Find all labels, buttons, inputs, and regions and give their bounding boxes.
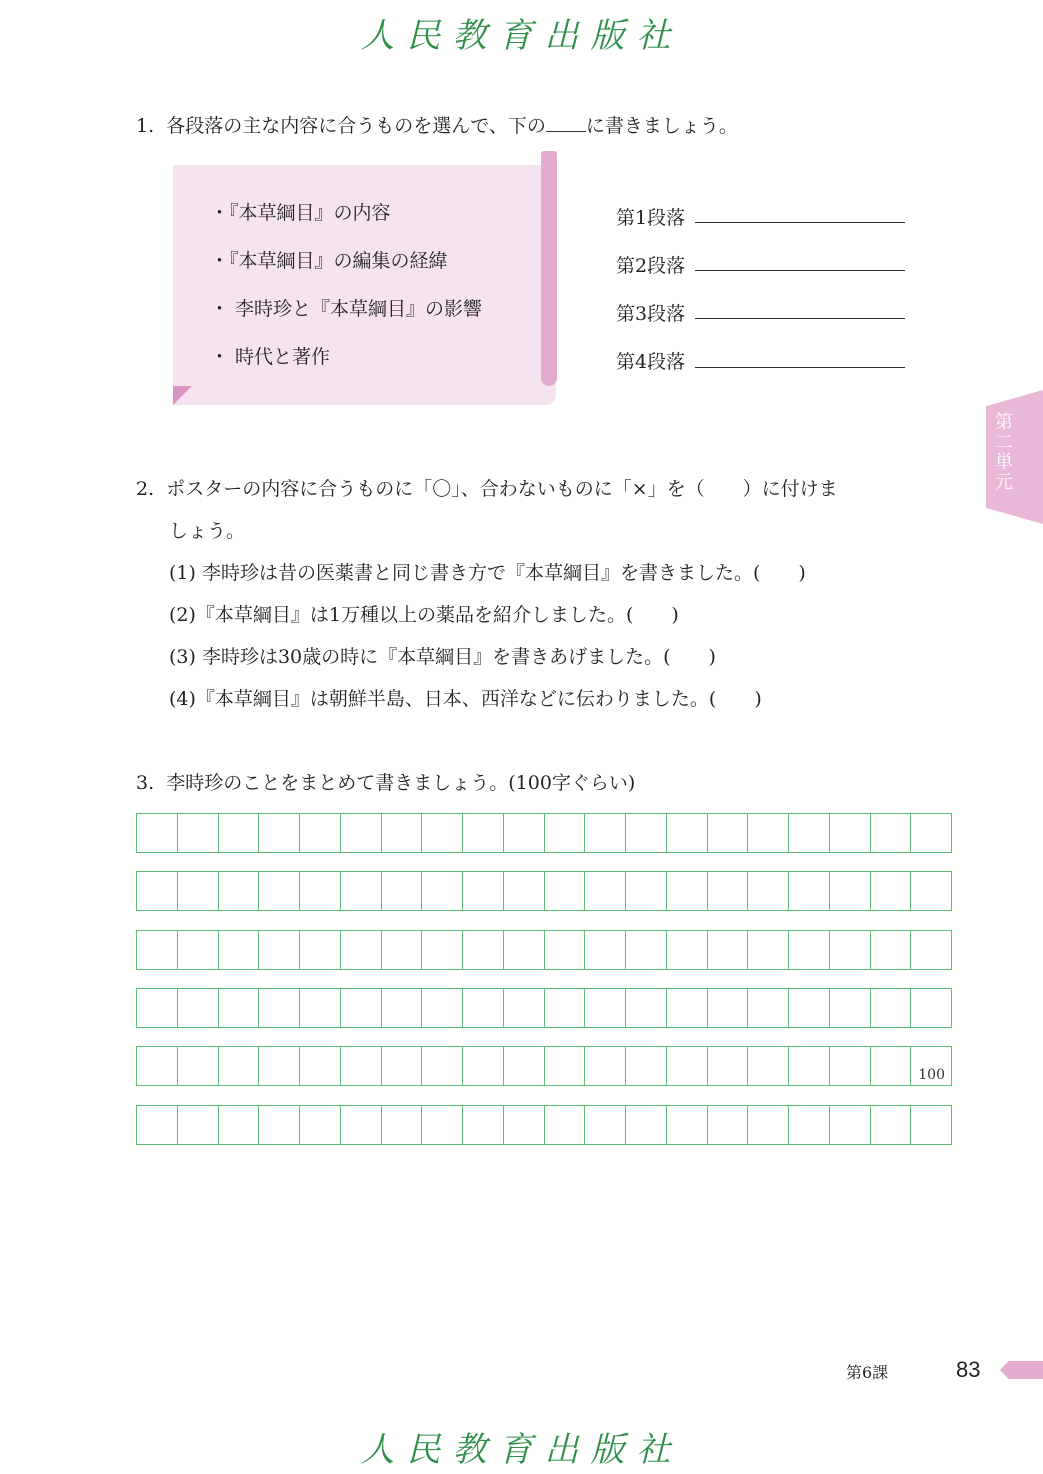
grid-cell[interactable] [626,1106,667,1144]
grid-row [136,1046,952,1086]
grid-cell[interactable] [382,931,423,969]
grid-cell[interactable] [463,1047,504,1085]
grid-cell[interactable] [504,872,545,910]
grid-cell[interactable] [871,989,912,1027]
character-count-marker: 100 [918,1067,945,1083]
question-2-number: 2. [136,478,155,500]
grid-cell[interactable] [300,931,341,969]
grid-cell[interactable] [871,1047,912,1085]
question-3 [136,774,635,793]
question-2-item: (1) 李時珍は昔の医薬書と同じ書き方で『本草綱目』を書きました。( ) [169,562,806,584]
grid-cell[interactable] [585,931,626,969]
grid-cell[interactable] [585,989,626,1027]
question-2-item: (2)『本草綱目』は1万種以上の薬品を紹介しました。( ) [169,604,679,626]
paragraph-3-answer-line[interactable] [695,318,905,319]
grid-cell[interactable] [422,814,463,852]
grid-cell[interactable] [137,1047,178,1085]
option-item: ・『本草綱目』の編集の経緯 [210,250,448,272]
paragraph-3-label: 第3段落 [616,303,686,325]
grid-cell[interactable] [830,931,871,969]
inline-blank [546,115,586,132]
grid-cell[interactable] [259,872,300,910]
grid-cell[interactable] [667,1047,708,1085]
grid-cell[interactable] [137,872,178,910]
grid-cell[interactable] [545,1047,586,1085]
grid-cell[interactable] [259,1106,300,1144]
grid-cell[interactable] [382,1047,423,1085]
grid-cell[interactable] [748,814,789,852]
question-1-text-after: に書きましょう。 [585,115,738,137]
grid-cell[interactable] [545,872,586,910]
grid-row [136,813,952,853]
grid-cell[interactable] [178,1047,219,1085]
publisher-logo-header: 人民教育出版社 [360,16,683,56]
grid-cell[interactable] [748,931,789,969]
grid-cell[interactable] [341,1106,382,1144]
grid-cell[interactable] [871,872,912,910]
grid-cell[interactable] [789,872,830,910]
grid-cell[interactable] [422,989,463,1027]
grid-cell[interactable] [300,989,341,1027]
option-item: ・『本草綱目』の内容 [210,202,391,224]
grid-cell[interactable] [748,1047,789,1085]
option-item: ・ 時代と著作 [210,346,331,368]
grid-cell[interactable] [422,872,463,910]
grid-cell[interactable] [626,989,667,1027]
grid-cell[interactable] [463,814,504,852]
grid-cell[interactable] [789,931,830,969]
grid-cell[interactable] [585,814,626,852]
grid-cell[interactable] [830,1106,871,1144]
grid-cell[interactable] [748,989,789,1027]
grid-cell[interactable] [137,814,178,852]
question-2-text-line1: ポスターの内容に合うものに「〇」、合わないものに「×」を（ ）に付けま [166,478,838,500]
grid-cell[interactable] [219,814,260,852]
grid-cell[interactable] [504,931,545,969]
grid-cell[interactable] [259,814,300,852]
grid-cell[interactable] [748,1106,789,1144]
grid-cell[interactable] [708,872,749,910]
grid-cell[interactable] [830,814,871,852]
grid-cell[interactable] [300,872,341,910]
grid-cell[interactable] [830,872,871,910]
grid-cell[interactable] [585,872,626,910]
page-tab-marker [1000,1361,1043,1379]
question-3-text: 李時珍のことをまとめて書きましょう。(100字ぐらい) [166,772,636,794]
options-box-corner [173,386,192,405]
grid-cell[interactable] [178,814,219,852]
grid-cell[interactable] [545,931,586,969]
grid-cell[interactable] [708,1047,749,1085]
grid-row [136,871,952,911]
grid-cell[interactable] [708,931,749,969]
grid-cell[interactable] [871,1106,912,1144]
lesson-label: 第6課 [846,1363,889,1382]
grid-cell[interactable] [667,814,708,852]
grid-row [136,930,952,970]
grid-cell[interactable] [382,814,423,852]
question-2-item: (4)『本草綱目』は朝鮮半島、日本、西洋などに伝わりました。( ) [169,688,762,710]
grid-cell[interactable] [748,872,789,910]
paragraph-1-label: 第1段落 [616,207,686,229]
publisher-logo-footer: 人民教育出版社 [360,1430,683,1470]
grid-cell[interactable] [667,1106,708,1144]
grid-cell[interactable] [422,1047,463,1085]
grid-cell[interactable] [911,872,951,910]
grid-cell[interactable] [422,931,463,969]
grid-cell[interactable] [219,1047,260,1085]
grid-row [136,1105,952,1145]
grid-cell[interactable] [708,989,749,1027]
options-box-fold [541,151,557,386]
grid-cell[interactable] [585,1047,626,1085]
question-2 [136,480,838,499]
grid-cell[interactable] [178,1106,219,1144]
unit-side-tab-label: 第二単元 [992,412,1013,492]
grid-cell[interactable] [341,872,382,910]
grid-cell[interactable] [259,931,300,969]
grid-cell[interactable] [789,989,830,1027]
grid-cell[interactable] [341,931,382,969]
grid-cell[interactable] [341,989,382,1027]
grid-cell[interactable] [789,1106,830,1144]
grid-cell[interactable] [871,814,912,852]
grid-cell[interactable] [667,872,708,910]
grid-cell[interactable] [382,989,423,1027]
grid-cell[interactable] [463,989,504,1027]
question-1-number: 1. [136,115,155,137]
grid-cell[interactable] [667,931,708,969]
grid-cell[interactable] [667,989,708,1027]
grid-cell[interactable] [178,989,219,1027]
grid-cell[interactable] [504,1047,545,1085]
grid-cell[interactable] [911,1106,951,1144]
grid-cell[interactable] [504,814,545,852]
paragraph-2-label: 第2段落 [616,255,686,277]
grid-cell[interactable] [422,1106,463,1144]
grid-cell[interactable] [545,814,586,852]
question-3-number: 3. [136,772,155,794]
paragraph-4-answer-line[interactable] [695,367,905,368]
paragraph-4-label: 第4段落 [616,351,686,373]
grid-cell[interactable] [300,814,341,852]
grid-cell[interactable] [626,872,667,910]
grid-cell[interactable] [708,814,749,852]
grid-cell[interactable] [300,1106,341,1144]
grid-cell[interactable] [178,931,219,969]
grid-cell[interactable] [463,872,504,910]
grid-cell[interactable] [585,1106,626,1144]
grid-cell[interactable] [219,1106,260,1144]
grid-cell[interactable] [300,1047,341,1085]
grid-cell[interactable] [341,1047,382,1085]
grid-cell[interactable] [871,931,912,969]
question-1-text-before: 各段落の主な内容に合うものを選んで、下の [166,115,546,137]
grid-cell[interactable] [463,1106,504,1144]
grid-cell[interactable] [830,1047,871,1085]
question-2-text-line2: しょう。 [169,520,246,542]
grid-cell[interactable] [463,931,504,969]
grid-cell[interactable] [911,1047,951,1085]
option-item: ・ 李時珍と『本草綱目』の影響 [210,298,483,320]
paragraph-2-answer-line[interactable] [695,270,905,271]
grid-cell[interactable] [382,1106,423,1144]
grid-cell[interactable] [789,1047,830,1085]
question-1 [136,115,738,136]
grid-cell[interactable] [382,872,423,910]
grid-cell[interactable] [911,814,951,852]
grid-cell[interactable] [911,989,951,1027]
grid-cell[interactable] [504,1106,545,1144]
grid-cell[interactable] [137,1106,178,1144]
grid-row [136,988,952,1028]
grid-cell[interactable] [626,931,667,969]
grid-cell[interactable] [911,931,951,969]
grid-cell[interactable] [626,814,667,852]
grid-cell[interactable] [219,872,260,910]
grid-cell[interactable] [789,814,830,852]
grid-cell[interactable] [219,989,260,1027]
grid-cell[interactable] [178,872,219,910]
grid-cell[interactable] [830,989,871,1027]
grid-cell[interactable] [504,989,545,1027]
grid-cell[interactable] [259,989,300,1027]
page-number: 83 [956,1357,981,1382]
grid-cell[interactable] [259,1047,300,1085]
grid-cell[interactable] [219,931,260,969]
grid-cell[interactable] [626,1047,667,1085]
grid-cell[interactable] [137,931,178,969]
grid-cell[interactable] [545,989,586,1027]
paragraph-1-answer-line[interactable] [695,222,905,223]
grid-cell[interactable] [137,989,178,1027]
grid-cell[interactable] [708,1106,749,1144]
grid-cell[interactable] [545,1106,586,1144]
grid-cell[interactable] [341,814,382,852]
question-2-item: (3) 李時珍は30歳の時に『本草綱目』を書きあげました。( ) [169,646,716,668]
